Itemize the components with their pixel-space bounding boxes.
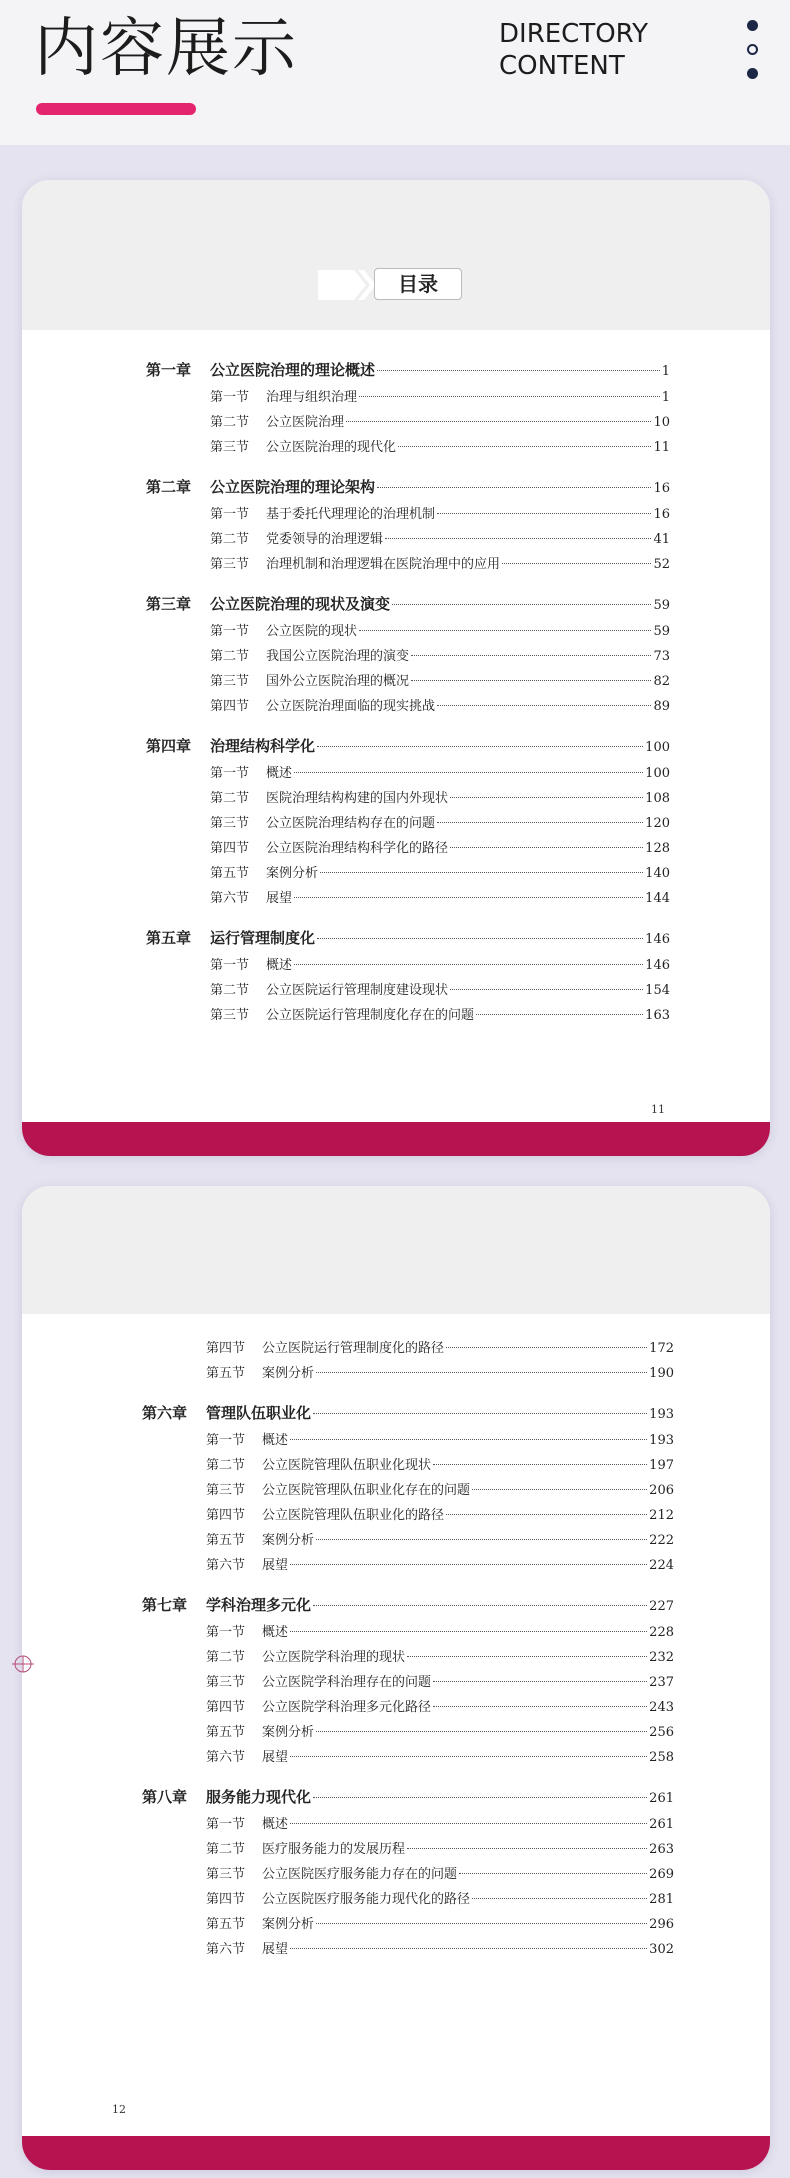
page-ref: 146 bbox=[645, 932, 670, 947]
page-ref: 193 bbox=[649, 1407, 674, 1422]
toc-section-row bbox=[142, 1862, 674, 1887]
toc-section-row bbox=[142, 1503, 674, 1528]
toc-section-row bbox=[146, 861, 670, 886]
dot-leader bbox=[433, 1706, 647, 1707]
section-title: 公立医院治理结构科学化的路径 bbox=[266, 841, 449, 856]
dot-leader bbox=[290, 1823, 647, 1824]
page-header-band bbox=[22, 1186, 770, 1314]
section-number: 第六节 bbox=[206, 1558, 246, 1573]
dot-leader bbox=[316, 1539, 647, 1540]
page-ref: 11 bbox=[653, 440, 670, 455]
toc-section-row bbox=[146, 811, 670, 836]
section-title: 案例分析 bbox=[266, 866, 319, 881]
page-ref: 100 bbox=[645, 740, 670, 755]
chapter-title: 公立医院治理的现状及演变 bbox=[210, 595, 391, 613]
dot-leader bbox=[459, 1873, 647, 1874]
dot-leader bbox=[290, 1756, 647, 1757]
dot-leader bbox=[359, 630, 651, 631]
toc-section-row bbox=[146, 786, 670, 811]
dot-leader bbox=[437, 513, 651, 514]
dot-leader bbox=[377, 370, 660, 371]
toc-section-row bbox=[146, 761, 670, 786]
chapter-title: 服务能力现代化 bbox=[206, 1788, 312, 1806]
toc-section-row bbox=[142, 1670, 674, 1695]
toc-heading: 目录 bbox=[374, 268, 462, 300]
chapter-title: 公立医院治理的理论架构 bbox=[210, 478, 376, 496]
section-number: 第三节 bbox=[206, 1675, 246, 1690]
section-title: 概述 bbox=[262, 1625, 289, 1640]
dot-leader bbox=[433, 1464, 647, 1465]
section-title: 公立医院治理结构存在的问题 bbox=[266, 816, 436, 831]
section-title: 公立医院学科治理多元化路径 bbox=[262, 1700, 432, 1715]
dot-leader bbox=[316, 1923, 647, 1924]
page-ref: 281 bbox=[649, 1892, 674, 1907]
dot-leader bbox=[294, 964, 643, 965]
dot-leader bbox=[450, 847, 643, 848]
section-number: 第五节 bbox=[206, 1917, 246, 1932]
page-ref: 206 bbox=[649, 1483, 674, 1498]
chapter-title: 运行管理制度化 bbox=[210, 929, 316, 947]
section-title: 公立医院治理的现代化 bbox=[266, 440, 397, 455]
section-number: 第五节 bbox=[206, 1725, 246, 1740]
toc-section-row bbox=[142, 1887, 674, 1912]
page-ref: 212 bbox=[649, 1508, 674, 1523]
toc-chapter-row bbox=[146, 590, 670, 619]
toc-section-row bbox=[142, 1912, 674, 1937]
toc-section-row bbox=[146, 502, 670, 527]
section-title: 公立医院学科治理存在的问题 bbox=[262, 1675, 432, 1690]
section-title: 案例分析 bbox=[262, 1917, 315, 1932]
section-number: 第四节 bbox=[206, 1700, 246, 1715]
section-number: 第四节 bbox=[206, 1508, 246, 1523]
toc-section-row bbox=[142, 1553, 674, 1578]
section-number: 第一节 bbox=[206, 1433, 246, 1448]
dot-leader bbox=[392, 604, 651, 605]
section-title: 案例分析 bbox=[262, 1725, 315, 1740]
section-number: 第一节 bbox=[210, 507, 250, 522]
section-number: 第三节 bbox=[210, 674, 250, 689]
section-title: 公立医院医疗服务能力存在的问题 bbox=[262, 1867, 458, 1882]
page-ref: 261 bbox=[649, 1791, 674, 1806]
page-ref: 128 bbox=[645, 841, 670, 856]
chapter-title: 治理结构科学化 bbox=[210, 737, 316, 755]
section-title: 公立医院管理队伍职业化现状 bbox=[262, 1458, 432, 1473]
section-title: 治理机制和治理逻辑在医院治理中的应用 bbox=[266, 557, 501, 572]
chapter-number: 第五章 bbox=[146, 929, 192, 947]
page-ref: 108 bbox=[645, 791, 670, 806]
section-title: 我国公立医院治理的演变 bbox=[266, 649, 410, 664]
section-title: 公立医院学科治理的现状 bbox=[262, 1650, 406, 1665]
section-title: 公立医院管理队伍职业化的路径 bbox=[262, 1508, 445, 1523]
toc-list bbox=[142, 1336, 674, 1962]
toc-section-row bbox=[142, 1812, 674, 1837]
dot-leader bbox=[313, 1797, 647, 1798]
dot-leader bbox=[294, 897, 643, 898]
toc-section-row bbox=[142, 1478, 674, 1503]
page-header-band bbox=[22, 180, 770, 330]
section-number: 第一节 bbox=[210, 766, 250, 781]
dot-leader bbox=[290, 1631, 647, 1632]
toc-chapter-row bbox=[142, 1591, 674, 1620]
section-title: 公立医院运行管理制度化的路径 bbox=[262, 1341, 445, 1356]
dot-leader bbox=[359, 396, 660, 397]
section-title: 医疗服务能力的发展历程 bbox=[262, 1842, 406, 1857]
dot-filled-icon bbox=[747, 68, 758, 79]
section-number: 第二节 bbox=[210, 791, 250, 806]
dot-leader bbox=[313, 1413, 647, 1414]
page-ref: 41 bbox=[653, 532, 670, 547]
dot-leader bbox=[411, 680, 651, 681]
section-number: 第一节 bbox=[210, 624, 250, 639]
page-ref: 140 bbox=[645, 866, 670, 881]
page-ref: 197 bbox=[649, 1458, 674, 1473]
dot-leader bbox=[450, 797, 643, 798]
dot-leader bbox=[437, 822, 643, 823]
chapter-number: 第七章 bbox=[142, 1596, 188, 1614]
dot-leader bbox=[385, 538, 651, 539]
section-number: 第三节 bbox=[210, 440, 250, 455]
page-ref: 243 bbox=[649, 1700, 674, 1715]
section-title: 国外公立医院治理的概况 bbox=[266, 674, 410, 689]
chapter-number: 第三章 bbox=[146, 595, 192, 613]
toc-chapter-row bbox=[142, 1399, 674, 1428]
toc-section-row bbox=[146, 669, 670, 694]
page-ref: 144 bbox=[645, 891, 670, 906]
dot-leader bbox=[472, 1898, 647, 1899]
page-ref: 193 bbox=[649, 1433, 674, 1448]
section-title: 展望 bbox=[266, 891, 293, 906]
page-ref: 227 bbox=[649, 1599, 674, 1614]
section-number: 第二节 bbox=[210, 649, 250, 664]
page-footer-band bbox=[22, 2136, 770, 2170]
section-number: 第一节 bbox=[210, 390, 250, 405]
toc-section-row bbox=[142, 1745, 674, 1770]
toc-section-row bbox=[146, 385, 670, 410]
section-number: 第一节 bbox=[206, 1817, 246, 1832]
dot-leader bbox=[450, 989, 643, 990]
section-number: 第二节 bbox=[210, 415, 250, 430]
page-ref: 232 bbox=[649, 1650, 674, 1665]
section-number: 第四节 bbox=[206, 1892, 246, 1907]
page-ref: 263 bbox=[649, 1842, 674, 1857]
section-number: 第四节 bbox=[206, 1341, 246, 1356]
toc-section-row bbox=[146, 1003, 670, 1028]
page-ref: 256 bbox=[649, 1725, 674, 1740]
section-number: 第五节 bbox=[210, 866, 250, 881]
dot-leader bbox=[472, 1489, 647, 1490]
toc-section-row bbox=[142, 1336, 674, 1361]
toc-chapter-row bbox=[142, 1783, 674, 1812]
section-number: 第四节 bbox=[210, 841, 250, 856]
toc-section-row bbox=[146, 644, 670, 669]
dot-leader bbox=[398, 446, 651, 447]
banner-title: 内容展示 bbox=[34, 12, 298, 86]
crosshair-icon bbox=[12, 1653, 34, 1675]
toc-heading-badge bbox=[316, 268, 464, 302]
section-title: 公立医院治理 bbox=[266, 415, 345, 430]
toc-section-row bbox=[146, 886, 670, 911]
toc-section-row bbox=[146, 527, 670, 552]
section-number: 第一节 bbox=[206, 1625, 246, 1640]
page-ref: 52 bbox=[653, 557, 670, 572]
section-title: 基于委托代理理论的治理机制 bbox=[266, 507, 436, 522]
toc-section-row bbox=[142, 1620, 674, 1645]
toc-chapter-row bbox=[146, 473, 670, 502]
page-ref: 269 bbox=[649, 1867, 674, 1882]
chapter-number: 第二章 bbox=[146, 478, 192, 496]
section-number: 第三节 bbox=[210, 557, 250, 572]
section-title: 公立医院运行管理制度化存在的问题 bbox=[266, 1008, 475, 1023]
page-number: 11 bbox=[651, 1103, 665, 1116]
toc-chapter-row bbox=[146, 732, 670, 761]
section-title: 概述 bbox=[262, 1817, 289, 1832]
section-number: 第六节 bbox=[206, 1750, 246, 1765]
page-ref: 146 bbox=[645, 958, 670, 973]
section-number: 第二节 bbox=[210, 983, 250, 998]
section-number: 第五节 bbox=[206, 1366, 246, 1381]
toc-section-row bbox=[146, 552, 670, 577]
toc-section-row bbox=[142, 1720, 674, 1745]
toc-section-row bbox=[146, 410, 670, 435]
page-ref: 59 bbox=[653, 598, 670, 613]
dot-leader bbox=[316, 1731, 647, 1732]
dot-outline-icon bbox=[747, 44, 758, 55]
section-title: 案例分析 bbox=[262, 1533, 315, 1548]
section-title: 展望 bbox=[262, 1558, 289, 1573]
dot-leader bbox=[502, 563, 651, 564]
page-ref: 82 bbox=[653, 674, 670, 689]
dot-leader bbox=[407, 1656, 647, 1657]
section-number: 第二节 bbox=[206, 1842, 246, 1857]
page-ref: 302 bbox=[649, 1942, 674, 1957]
page-ref: 1 bbox=[661, 364, 670, 379]
section-title: 概述 bbox=[266, 766, 293, 781]
section-title: 公立医院管理队伍职业化存在的问题 bbox=[262, 1483, 471, 1498]
top-banner bbox=[0, 0, 790, 145]
toc-section-row bbox=[146, 836, 670, 861]
page-ref: 16 bbox=[653, 481, 670, 496]
toc-section-row bbox=[142, 1361, 674, 1386]
page-ref: 296 bbox=[649, 1917, 674, 1932]
section-number: 第二节 bbox=[206, 1458, 246, 1473]
page-ref: 120 bbox=[645, 816, 670, 831]
toc-section-row bbox=[146, 953, 670, 978]
section-title: 党委领导的治理逻辑 bbox=[266, 532, 384, 547]
page-ref: 237 bbox=[649, 1675, 674, 1690]
page-ref: 224 bbox=[649, 1558, 674, 1573]
section-number: 第二节 bbox=[206, 1650, 246, 1665]
chapter-number: 第六章 bbox=[142, 1404, 188, 1422]
page-ref: 73 bbox=[653, 649, 670, 664]
page-ref: 222 bbox=[649, 1533, 674, 1548]
toc-list bbox=[146, 356, 670, 1028]
section-number: 第一节 bbox=[210, 958, 250, 973]
dot-leader bbox=[294, 772, 643, 773]
accent-underline bbox=[36, 103, 196, 115]
dot-leader bbox=[446, 1514, 647, 1515]
section-title: 公立医院治理面临的现实挑战 bbox=[266, 699, 436, 714]
dot-leader bbox=[407, 1848, 647, 1849]
section-number: 第三节 bbox=[206, 1483, 246, 1498]
section-title: 公立医院运行管理制度建设现状 bbox=[266, 983, 449, 998]
toc-section-row bbox=[142, 1937, 674, 1962]
toc-chapter-row bbox=[146, 356, 670, 385]
page-ref: 16 bbox=[653, 507, 670, 522]
section-title: 医院治理结构构建的国内外现状 bbox=[266, 791, 449, 806]
page-ref: 163 bbox=[645, 1008, 670, 1023]
toc-section-row bbox=[142, 1528, 674, 1553]
dot-leader bbox=[411, 655, 651, 656]
chapter-number: 第八章 bbox=[142, 1788, 188, 1806]
dot-leader bbox=[290, 1439, 647, 1440]
dot-leader bbox=[320, 872, 643, 873]
page-ref: 258 bbox=[649, 1750, 674, 1765]
section-title: 概述 bbox=[262, 1433, 289, 1448]
section-number: 第五节 bbox=[206, 1533, 246, 1548]
dot-leader bbox=[346, 421, 651, 422]
toc-section-row bbox=[142, 1837, 674, 1862]
toc-section-row bbox=[146, 619, 670, 644]
dot-leader bbox=[316, 1372, 647, 1373]
page-ref: 59 bbox=[653, 624, 670, 639]
page-ref: 1 bbox=[661, 390, 670, 405]
toc-page-2 bbox=[22, 1186, 770, 2170]
toc-page-1 bbox=[22, 180, 770, 1156]
banner-subtitle-en bbox=[499, 18, 648, 82]
page-ref: 190 bbox=[649, 1366, 674, 1381]
section-number: 第六节 bbox=[206, 1942, 246, 1957]
toc-section-row bbox=[142, 1695, 674, 1720]
section-title: 展望 bbox=[262, 1750, 289, 1765]
page-footer-band bbox=[22, 1122, 770, 1156]
page-ref: 261 bbox=[649, 1817, 674, 1832]
subtitle-line-1: DIRECTORY bbox=[499, 19, 648, 49]
section-title: 公立医院医疗服务能力现代化的路径 bbox=[262, 1892, 471, 1907]
page-ref: 100 bbox=[645, 766, 670, 781]
chapter-title: 管理队伍职业化 bbox=[206, 1404, 312, 1422]
chapter-number: 第四章 bbox=[146, 737, 192, 755]
page-ref: 154 bbox=[645, 983, 670, 998]
dot-leader bbox=[290, 1948, 647, 1949]
chapter-number: 第一章 bbox=[146, 361, 192, 379]
section-title: 展望 bbox=[262, 1942, 289, 1957]
toc-section-row bbox=[146, 435, 670, 460]
toc-chapter-row bbox=[146, 924, 670, 953]
page-ref: 228 bbox=[649, 1625, 674, 1640]
page-ref: 10 bbox=[653, 415, 670, 430]
page-ref: 172 bbox=[649, 1341, 674, 1356]
page-ref: 89 bbox=[653, 699, 670, 714]
section-number: 第六节 bbox=[210, 891, 250, 906]
section-number: 第三节 bbox=[210, 816, 250, 831]
toc-section-row bbox=[142, 1645, 674, 1670]
section-title: 案例分析 bbox=[262, 1366, 315, 1381]
section-number: 第三节 bbox=[206, 1867, 246, 1882]
dot-leader bbox=[476, 1014, 643, 1015]
section-number: 第二节 bbox=[210, 532, 250, 547]
toc-section-row bbox=[146, 694, 670, 719]
toc-section-row bbox=[146, 978, 670, 1003]
dot-leader bbox=[313, 1605, 647, 1606]
dot-leader bbox=[317, 746, 643, 747]
chapter-title: 公立医院治理的理论概述 bbox=[210, 361, 376, 379]
toc-section-row bbox=[142, 1428, 674, 1453]
section-number: 第四节 bbox=[210, 699, 250, 714]
section-title: 概述 bbox=[266, 958, 293, 973]
page-number: 12 bbox=[112, 2103, 126, 2116]
dot-leader bbox=[290, 1564, 647, 1565]
dot-leader bbox=[437, 705, 651, 706]
section-title: 治理与组织治理 bbox=[266, 390, 358, 405]
subtitle-line-2: CONTENT bbox=[499, 51, 625, 81]
toc-section-row bbox=[142, 1453, 674, 1478]
section-title: 公立医院的现状 bbox=[266, 624, 358, 639]
chapter-title: 学科治理多元化 bbox=[206, 1596, 312, 1614]
dot-leader bbox=[377, 487, 651, 488]
dot-leader bbox=[446, 1347, 647, 1348]
dot-filled-icon bbox=[747, 20, 758, 31]
dot-leader bbox=[317, 938, 643, 939]
section-number: 第三节 bbox=[210, 1008, 250, 1023]
dot-leader bbox=[433, 1681, 647, 1682]
